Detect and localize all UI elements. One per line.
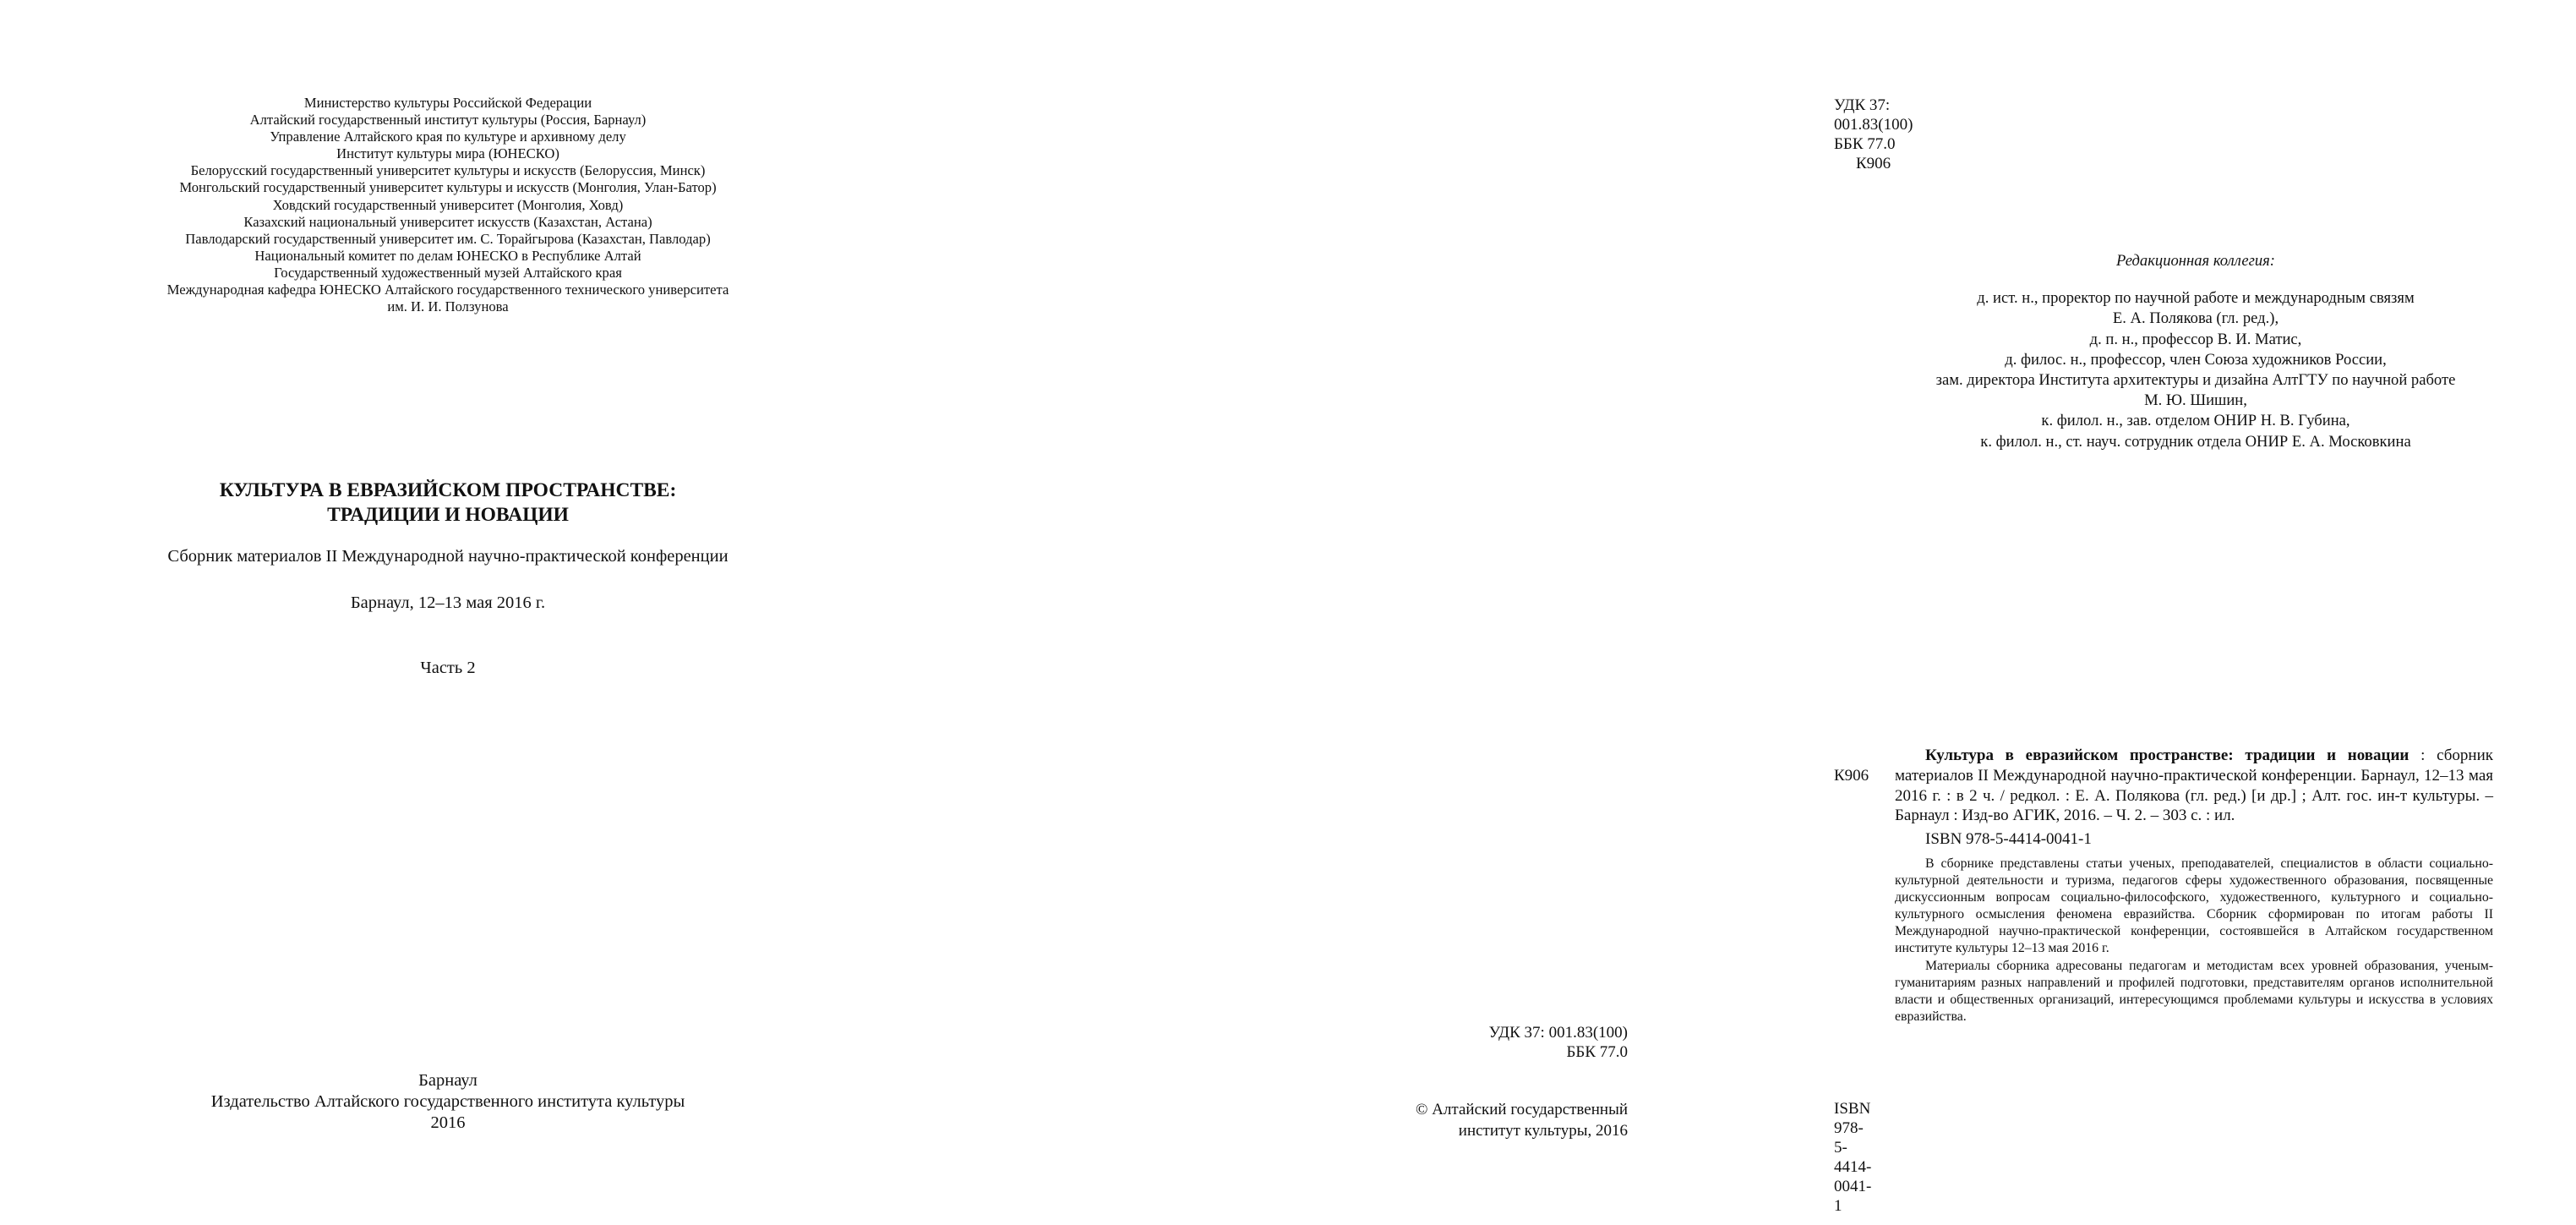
organization-line: им. И. И. Ползунова <box>387 298 509 315</box>
book-title-line2: ТРАДИЦИИ И НОВАЦИИ <box>327 504 569 526</box>
bbk-code-bottom: ББК 77.0 <box>1566 1043 1628 1061</box>
organization-line: Международная кафедра ЮНЕСКО Алтайского государственного технического университета <box>166 282 729 298</box>
copyright-line1: © Алтайский государственный <box>1416 1101 1628 1118</box>
board-line: д. п. н., профессор В. И. Матис, <box>2089 330 2302 348</box>
imprint-city: Барнаул <box>418 1071 478 1090</box>
organization-line: Белорусский государственный университет культуры и искусств (Белоруссия, Минск) <box>190 162 706 179</box>
right-page <box>865 0 2493 1225</box>
organization-line: Алтайский государственный институт культуры (Россия, Барнаул) <box>249 112 647 129</box>
annotation <box>1895 856 2493 1025</box>
copyright <box>1416 1099 1628 1141</box>
bibliographic-record <box>1895 746 2493 850</box>
annotation-paragraph: Материалы сборника адресованы педагогам и методистам всех уровней образования, ученым-гуманитариям разных направлений и профилей подготовки, представителям органов исполнительной власти и общественных организаций, интересующимся проблемами культуры и искусства в условиях евразийства. <box>1895 958 2493 1024</box>
board-line: зам. директора Института архитектуры и дизайна АлтГТУ по научной работе <box>1935 371 2456 390</box>
udk-code-bottom: УДК 37: 001.83(100) <box>1488 1024 1628 1042</box>
organization-line: Ховдский государственный университет (Монголия, Ховд) <box>272 196 624 213</box>
editorial-board-title: Редакционная коллегия: <box>2116 252 2275 270</box>
author-code: К906 <box>1856 155 1891 172</box>
bib-description <box>1895 746 2493 826</box>
editorial-board <box>1815 251 2576 452</box>
board-line: М. Ю. Шишин, <box>2144 391 2247 410</box>
organization-line: Институт культуры мира (ЮНЕСКО) <box>336 145 559 162</box>
left-page <box>0 0 865 1225</box>
annotation-paragraph: В сборнике представлены статьи ученых, преподавателей, специалистов в области социально-культурной деятельности и туризма, педагогов сферы художественного образования, посвященные дискуссионным вопросам социально-философского, художественного, культурного и социально-культурного осмысления феномена евразийства. Сборник сформирован по итогам работы II Международной научно-практической конференции, состоявшейся в Алтайском государственном институте культуры 12–13 мая 2016 г. <box>1895 856 2493 956</box>
bib-author-code: К906 <box>1834 767 1869 785</box>
classification-codes <box>1834 96 1913 173</box>
book-title <box>110 479 786 528</box>
book-title-line1: КУЛЬТУРА В ЕВРАЗИЙСКОМ ПРОСТРАНСТВЕ: <box>219 479 677 501</box>
organization-line: Государственный художественный музей Алтайского края <box>274 264 622 281</box>
organization-line: Казахский национальный университет искусств (Казахстан, Астана) <box>243 213 652 230</box>
imprint-publisher: Издательство Алтайского государственного института культуры <box>210 1092 685 1111</box>
bib-title: Культура в евразийском пространстве: традиции и новации <box>1925 746 2410 764</box>
classification-codes-bottom <box>1489 1023 1628 1062</box>
bbk-code: ББК 77.0 <box>1834 135 1896 153</box>
conference-place-date: Барнаул, 12–13 мая 2016 г. <box>350 593 546 612</box>
board-line: д. филос. н., профессор, член Союза художников России, <box>2005 350 2387 369</box>
book-subtitle: Сборник материалов II Международной научно-практической конференции <box>167 547 729 566</box>
board-line: д. ист. н., проректор по научной работе и международным связям <box>1977 289 2415 308</box>
board-line: к. филол. н., ст. науч. сотрудник отдела ОНИР Е. А. Московкина <box>1980 432 2411 451</box>
imprint-year: 2016 <box>430 1113 466 1132</box>
copyright-line2: институт культуры, 2016 <box>1458 1122 1628 1140</box>
organization-line: Управление Алтайского края по культуре и архивному делу <box>270 129 626 145</box>
volume-part: Часть 2 <box>420 659 476 677</box>
organization-line: Министерство культуры Российской Федерации <box>303 95 592 111</box>
bib-isbn: ISBN 978-5-4414-0041-1 <box>1925 830 2092 849</box>
isbn-bottom: ISBN 978-5-4414-0041-1 <box>1834 1100 1872 1215</box>
imprint <box>110 1070 786 1134</box>
bib-details: : сборник материалов II Международной научно-практической конференции. Барнаул, 12–13 мая 2016 г. : в 2 ч. / редкол. : Е. А. Полякова (гл. ред.) [и др.] ; Алт. гос. ин-т культуры. – Барнаул : Изд-во АГИК, 2016. – Ч. 2. – 303 с. : ил. <box>1895 746 2493 825</box>
udk-code: УДК 37: 001.83(100) <box>1834 96 1913 134</box>
organizations-list <box>144 95 752 315</box>
board-line: Е. А. Полякова (гл. ред.), <box>2112 309 2279 328</box>
board-line: к. филол. н., зав. отделом ОНИР Н. В. Губина, <box>2041 412 2350 430</box>
organization-line: Монгольский государственный университет культуры и искусств (Монголия, Улан-Батор) <box>179 179 717 196</box>
organization-line: Павлодарский государственный университет им. С. Торайгырова (Казахстан, Павлодар) <box>185 230 711 247</box>
organization-line: Национальный комитет по делам ЮНЕСКО в Республике Алтай <box>254 247 641 264</box>
editorial-board-members <box>1815 288 2576 452</box>
